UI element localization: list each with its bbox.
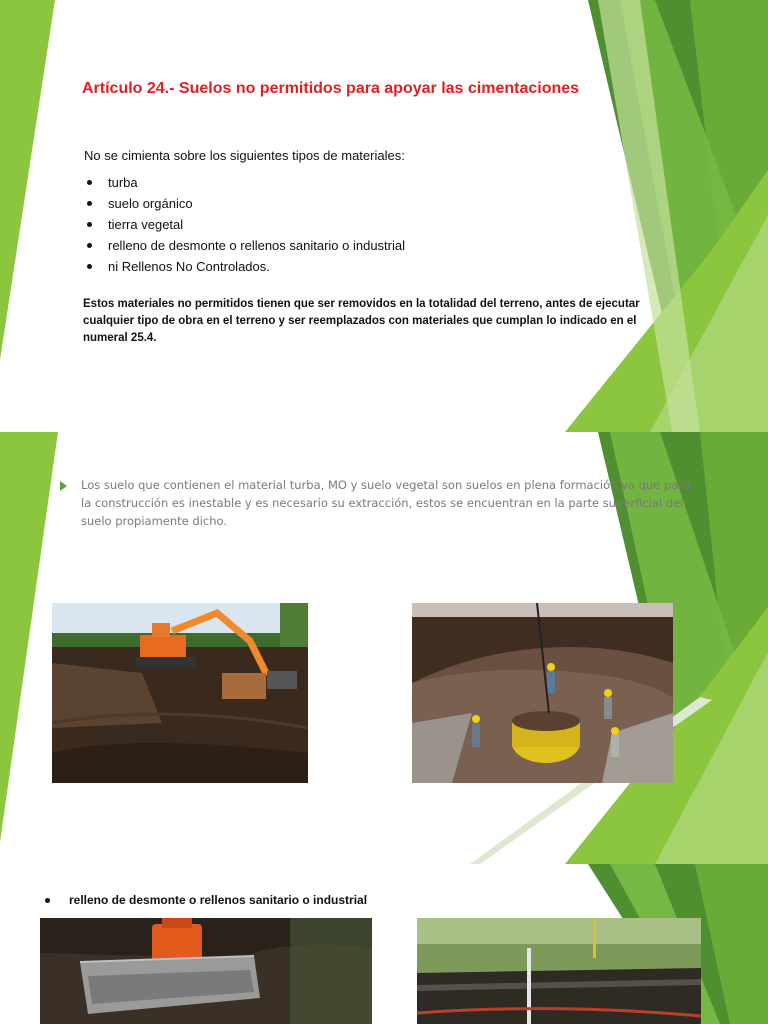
bullet-dot-icon — [87, 264, 92, 269]
excavator-image — [52, 603, 308, 783]
article-title: Artículo 24.- Suelos no permitidos para apoyar las cimentaciones — [82, 80, 580, 97]
list-item — [84, 214, 405, 235]
materials-list — [84, 172, 405, 277]
excavation-image — [412, 603, 673, 783]
turba-paragraph: Los suelo que contienen el material turba, MO y suelo vegetal son suelos en plena formación ya que para la construcción es inestable y es necesario su extracción, estos se encuentran en la parte superficial del suelo propiamente dicho. — [81, 478, 691, 528]
slide-relleno — [0, 864, 768, 1024]
removal-paragraph: Estos materiales no permitidos tienen que ser removidos en la totalidad del terreno, antes de ejecutar cualquier tipo de obra en el terreno y ser reemplazados con materiales que cumplan lo indicado en el numeral 25.4. — [83, 298, 640, 344]
slide-articulo-24 — [0, 0, 768, 432]
bullet-dot-icon — [87, 222, 92, 227]
intro-text: No se cimienta sobre los siguientes tipos de materiales: — [84, 148, 405, 163]
arrow-bullet-icon — [60, 481, 67, 491]
bullet-dot-icon — [45, 898, 50, 903]
list-item — [84, 172, 405, 193]
list-item — [84, 235, 405, 256]
bullet-dot-icon — [87, 243, 92, 248]
bullet-dot-icon — [87, 180, 92, 185]
list-item-label: suelo orgánico — [108, 196, 193, 211]
list-item — [84, 193, 405, 214]
bullet-dot-icon — [87, 201, 92, 206]
excavator-photo — [52, 603, 308, 783]
slide-turba-description — [0, 432, 768, 864]
relleno-bullet: relleno de desmonte o rellenos sanitario o industrial — [69, 893, 368, 907]
list-item-label: relleno de desmonte o rellenos sanitario o industrial — [108, 238, 406, 253]
list-item-label: turba — [108, 175, 138, 190]
bucket-photo — [40, 918, 372, 1024]
excavator-bucket-image — [40, 918, 372, 1024]
list-item-label: ni Rellenos No Controlados. — [108, 259, 270, 274]
field-image — [417, 918, 701, 1024]
field-trench-photo — [417, 918, 701, 1024]
list-item-label: tierra vegetal — [108, 217, 184, 232]
workers-excavation-photo — [412, 603, 673, 783]
list-item — [84, 256, 405, 277]
